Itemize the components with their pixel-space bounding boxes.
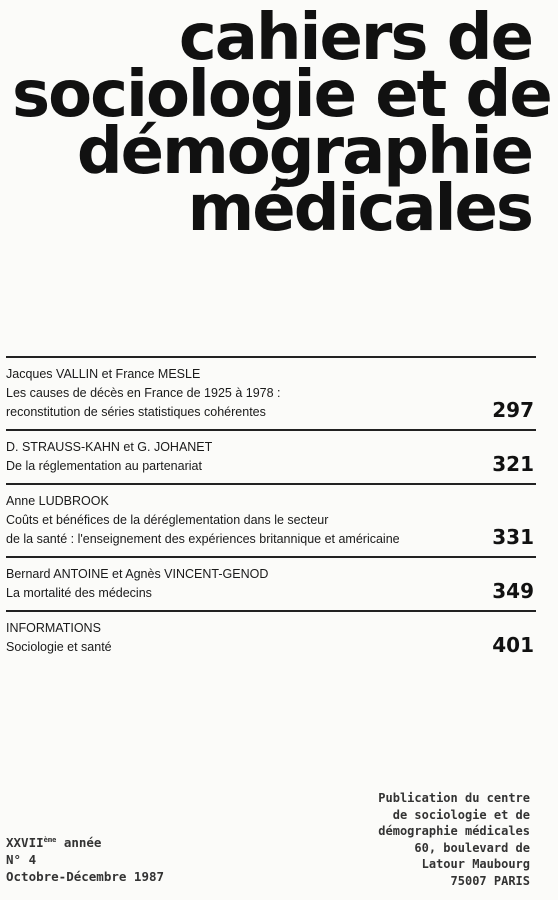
journal-title xyxy=(12,1,551,246)
toc-entry-5 xyxy=(6,610,536,664)
toc-entry-3 xyxy=(6,483,536,556)
issue-number: N° 4 xyxy=(6,852,37,868)
toc-title-line: De la réglementation au partenariat xyxy=(6,459,202,473)
publisher-line: démographie médicales xyxy=(378,824,530,838)
toc-title-line: reconstitution de séries statistiques cohérentes xyxy=(6,405,266,419)
volume-roman: XXVII xyxy=(6,835,44,851)
toc-entry-1 xyxy=(6,356,536,429)
issue-date: Octobre-Décembre 1987 xyxy=(6,869,165,885)
toc-page-number: 297 xyxy=(492,398,534,422)
toc-authors: Bernard ANTOINE et Agnès VINCENT-GENOD xyxy=(6,567,269,581)
issue-info xyxy=(6,832,164,885)
publisher-line: Latour Maubourg xyxy=(421,857,530,871)
toc-title-line: Coûts et bénéfices de la déréglementation dans le secteur xyxy=(6,513,329,527)
volume-word: année xyxy=(63,835,102,851)
publisher-line: 60, boulevard de xyxy=(414,840,530,855)
toc-authors: INFORMATIONS xyxy=(6,621,101,635)
toc-authors: Jacques VALLIN et France MESLE xyxy=(6,367,201,381)
volume-suffix: ème xyxy=(43,836,57,844)
publisher-line: de sociologie et de xyxy=(392,807,530,822)
toc-entry-2 xyxy=(6,429,536,483)
title-line-1: cahiers de xyxy=(178,1,532,75)
publisher-address xyxy=(270,790,530,889)
title-line-2: sociologie et de xyxy=(12,58,551,132)
issue-volume xyxy=(6,832,164,851)
toc-page-number: 331 xyxy=(492,525,534,549)
toc-title-line: Sociologie et santé xyxy=(6,640,112,654)
toc-title-line: de la santé : l'enseignement des expériences britannique et américaine xyxy=(6,532,400,546)
toc-page-number: 349 xyxy=(492,579,534,603)
toc-authors: D. STRAUSS-KAHN et G. JOHANET xyxy=(6,440,213,454)
toc-title-line: Les causes de décès en France de 1925 à 1978 : xyxy=(6,386,281,400)
publisher-line: 75007 PARIS xyxy=(450,873,530,888)
toc-page-number: 321 xyxy=(492,452,534,476)
toc-page-number: 401 xyxy=(492,633,534,657)
publisher-line: Publication du centre xyxy=(378,791,530,805)
title-line-4: médicales xyxy=(187,172,532,246)
toc-authors: Anne LUDBROOK xyxy=(6,494,109,508)
title-line-3: démographie xyxy=(76,115,532,189)
toc-entry-4 xyxy=(6,556,536,610)
table-of-contents xyxy=(6,356,536,664)
toc-title-line: La mortalité des médecins xyxy=(6,586,152,600)
